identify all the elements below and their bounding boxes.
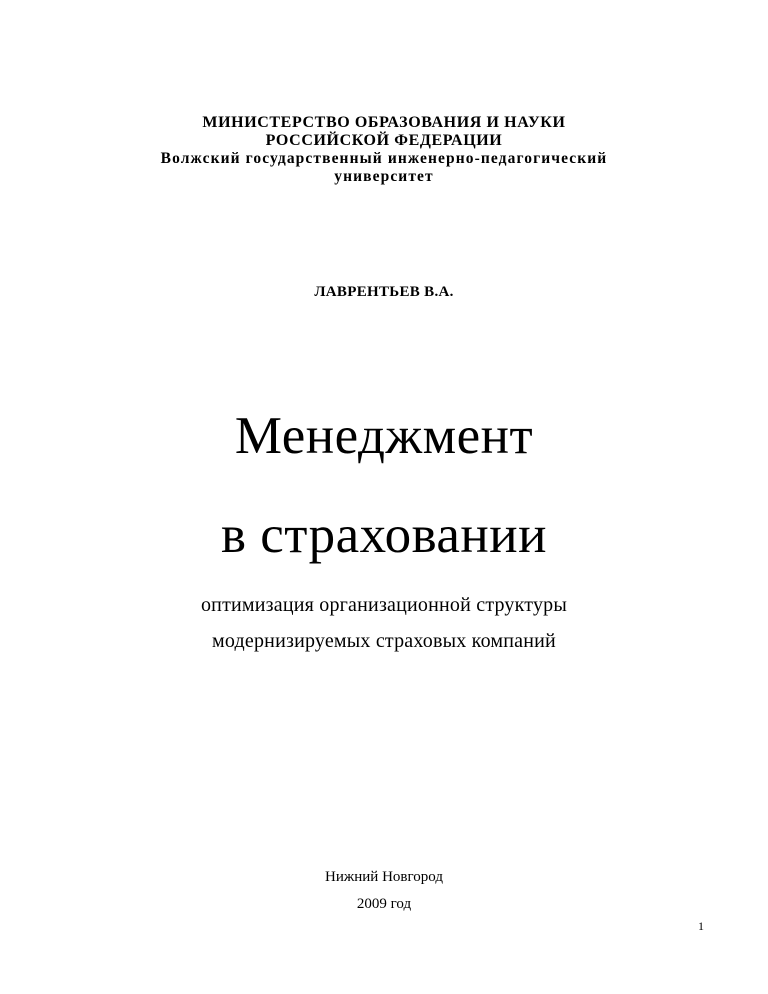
title-line-1: Менеджмент: [234, 407, 534, 465]
subtitle-line-1: оптимизация организационной структуры: [200, 594, 568, 616]
university-line-2: университет: [334, 168, 434, 185]
ministry-line-1: МИНИСТЕРСТВО ОБРАЗОВАНИЯ И НАУКИ: [202, 114, 566, 131]
publication-city: Нижний Новгород: [325, 869, 443, 885]
author-name: ЛАВРЕНТЬЕВ В.А.: [314, 284, 454, 300]
page-number: 1: [698, 919, 704, 933]
ministry-line-2: РОССИЙСКОЙ ФЕДЕРАЦИИ: [265, 132, 503, 149]
title-line-2: в страховании: [220, 506, 548, 564]
university-line-1: Волжский государственный инженерно-педагогический: [160, 150, 608, 167]
publication-year: 2009 год: [356, 896, 412, 912]
subtitle-line-2: модернизируемых страховых компаний: [212, 630, 556, 652]
